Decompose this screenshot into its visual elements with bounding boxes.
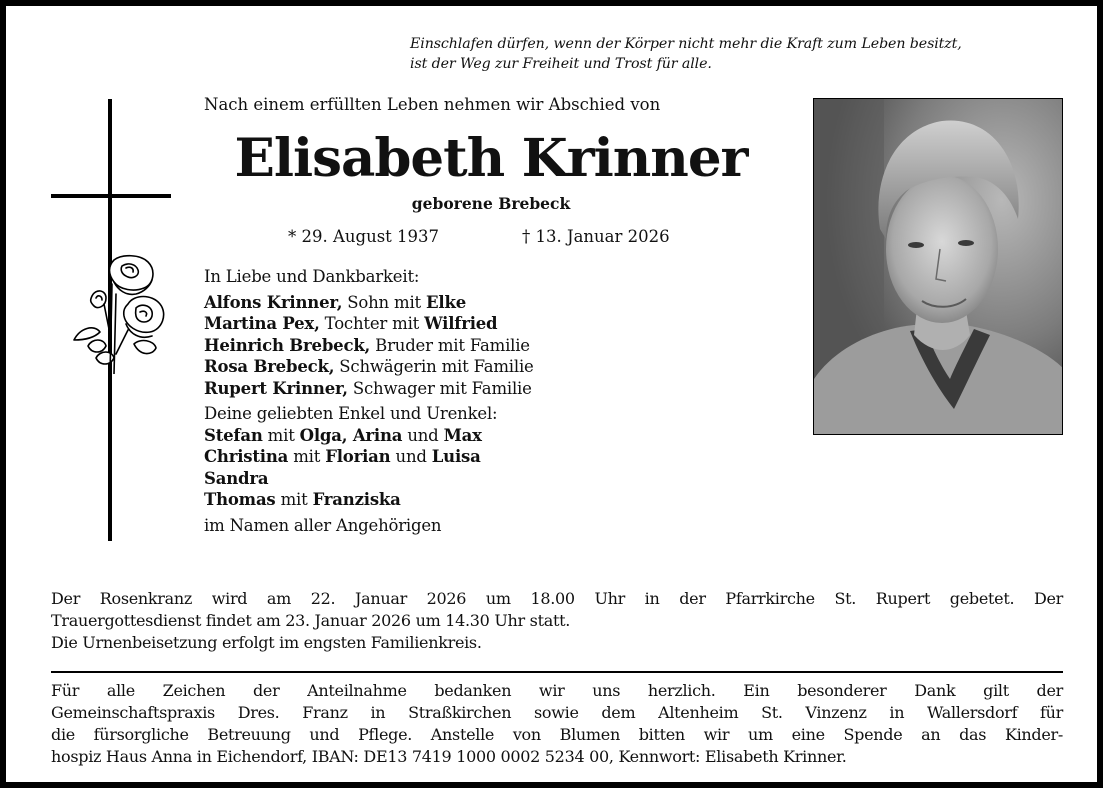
- great-grandchild-name: Max: [443, 425, 482, 445]
- section-divider: [51, 671, 1063, 673]
- motto-line: ist der Weg zur Freiheit und Trost für alle.: [410, 56, 712, 72]
- family-relation: Schwägerin mit Familie: [334, 357, 534, 376]
- family-relation: Bruder mit Familie: [370, 335, 530, 355]
- family-name: Rupert Krinner,: [204, 378, 348, 398]
- thanks-line: Für alle Zeichen der Anteilnahme bedanken wir uns herzlich. Ein besonderer Dank gilt der: [51, 681, 1063, 700]
- mourners-heading: In Liebe und Dankbarkeit:: [204, 267, 420, 286]
- family-name: Martina Pex,: [204, 314, 320, 333]
- connector: mit: [275, 490, 313, 509]
- grandchild-name: Thomas: [204, 490, 276, 509]
- thanks-line: die fürsorgliche Betreuung und Pflege. Anstelle von Blumen bitten wir um eine Spende an das Kinder-: [51, 725, 1063, 744]
- thanks-line: Gemeinschaftspraxis Dres. Franz in Straßkirchen sowie dem Altenheim St. Vinzenz in Wallersdorf für: [51, 703, 1063, 722]
- notice-line: Trauergottesdienst findet am 23. Januar 2026 um 14.30 Uhr statt.: [51, 611, 570, 630]
- notice-line: Die Urnenbeisetzung erfolgt im engsten Familienkreis.: [51, 633, 482, 652]
- family-member: [204, 335, 624, 357]
- family-relation: Sohn mit: [342, 292, 427, 312]
- great-grandchild-names: Florian: [325, 447, 391, 466]
- thanks-line: hospiz Haus Anna in Eichendorf, IBAN: DE13 7419 1000 0002 5234 00, Kennwort: Elisabeth Krinner.: [51, 747, 847, 766]
- grandchildren-heading: Deine geliebten Enkel und Urenkel:: [204, 404, 498, 423]
- family-member: [204, 378, 624, 400]
- grandchild-name: Stefan: [204, 425, 263, 445]
- grandchild-entry: [204, 425, 624, 447]
- grandchild-entry: [204, 489, 624, 511]
- mourners-list: [204, 266, 624, 536]
- maiden-name: geborene Brebeck: [411, 194, 571, 213]
- intro-text: Nach einem erfüllten Leben nehmen wir Abschied von: [204, 95, 661, 114]
- portrait-image: [814, 99, 1063, 435]
- mourners-closing: im Namen aller Angehörigen: [204, 515, 442, 535]
- grandchild-entry: [204, 446, 624, 468]
- great-grandchild-names: Olga, Arina: [299, 425, 403, 445]
- family-partner: Elke: [426, 292, 466, 312]
- motto-line: Einschlafen dürfen, wenn der Körper nicht mehr die Kraft zum Leben besitzt,: [410, 36, 962, 52]
- grandchild-name: Christina: [204, 447, 289, 466]
- death-date: † 13. Januar 2026: [522, 227, 670, 246]
- great-grandchild-name: Luisa: [431, 447, 481, 466]
- connector: mit: [262, 425, 300, 445]
- grandchild-entry: [204, 468, 624, 490]
- great-grandchild-names: Franziska: [312, 490, 401, 509]
- family-name: Rosa Brebeck,: [204, 357, 335, 376]
- connector: mit: [288, 447, 326, 466]
- family-member: [204, 356, 624, 378]
- notice-line: Der Rosenkranz wird am 22. Januar 2026 um 18.00 Uhr in der Pfarrkirche St. Rupert gebetet. Der: [51, 589, 1063, 608]
- connector: und: [390, 447, 432, 466]
- deceased-name: Elisabeth Krinner: [234, 128, 748, 189]
- family-name: Alfons Krinner,: [204, 292, 343, 312]
- motto-quote: [410, 34, 1070, 74]
- family-relation: Schwager mit Familie: [347, 378, 532, 398]
- family-partner: Wilfried: [424, 314, 498, 333]
- roses-icon: [70, 254, 166, 374]
- grandchild-name: Sandra: [204, 468, 269, 488]
- family-name: Heinrich Brebeck,: [204, 335, 371, 355]
- service-notice: [51, 588, 1063, 654]
- family-member: [204, 292, 624, 314]
- family-member: [204, 313, 624, 335]
- cross-icon-horizontal: [51, 194, 171, 198]
- birth-date: * 29. August 1937: [288, 227, 440, 246]
- portrait-photo: [813, 98, 1063, 435]
- acknowledgement-text: [51, 680, 1063, 768]
- connector: und: [402, 425, 444, 445]
- family-relation: Tochter mit: [319, 314, 425, 333]
